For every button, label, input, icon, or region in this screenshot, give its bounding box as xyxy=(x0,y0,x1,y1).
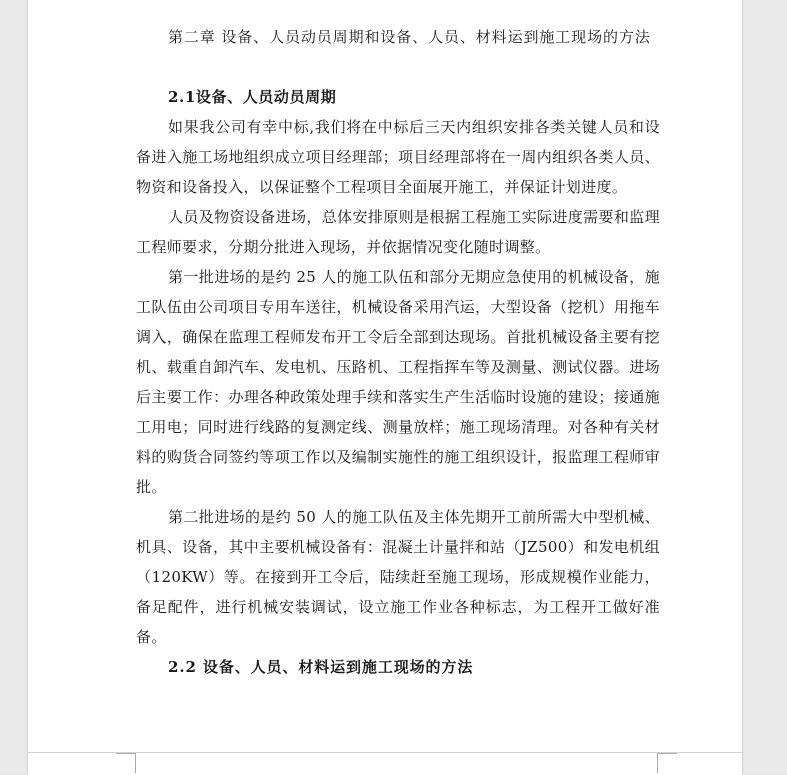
margin-corner-mark-left xyxy=(115,753,136,773)
document-body[interactable] xyxy=(136,22,660,682)
blank-line xyxy=(136,52,660,82)
section-heading-2-1: 2.1设备、人员动员周期 xyxy=(168,88,337,106)
chapter-title: 第二章 设备、人员动员周期和设备、人员、材料运到施工现场的方法 xyxy=(168,28,651,46)
paragraph-1: 如果我公司有幸中标,我们将在中标后三天内组织安排各类关键人员和设备进入施工场地组织成立项目经理部；项目经理部将在一周内组织各类人员、物资和设备投入，以保证整个工程项目全面展开施工，并保证计划进度。 xyxy=(136,118,660,196)
paragraph-4: 第二批进场的是约 50 人的施工队伍及主体先期开工前所需大中型机械、机具、设备，其中主要机械设备有：混凝土计量拌和站（JZ500）和发电机组（120KW）等。在接到开工令后，陆续赶至施工现场，形成规模作业能力，备足配件，进行机械安装调试，设立施工作业各种标志，为工程开工做好准备。 xyxy=(136,508,660,646)
paragraph-2: 人员及物资设备进场，总体安排原则是根据工程施工实际进度需要和监理工程师要求，分期分批进入现场，并依据情况变化随时调整。 xyxy=(136,208,660,256)
paragraph-3: 第一批进场的是约 25 人的施工队伍和部分无期应急使用的机械设备，施工队伍由公司项目专用车送往，机械设备采用汽运，大型设备（挖机）用拖车调入，确保在监理工程师发布开工令后全部到达现场。首批机械设备主要有挖机、载重自卸汽车、发电机、压路机、工程指挥车等及测量、测试仪器。进场后主要工作：办理各种政策处理手续和落实生产生活临时设施的建设；接通施工用电；同时进行线路的复测定线、测量放样；施工现场清理。对各种有关材料的购货合同签约等项工作以及编制实施性的施工组织设计，报监理工程师审批。 xyxy=(136,268,660,496)
margin-corner-mark-right xyxy=(657,753,678,773)
section-heading-2-2: 2.2 设备、人员、材料运到施工现场的方法 xyxy=(168,658,474,676)
